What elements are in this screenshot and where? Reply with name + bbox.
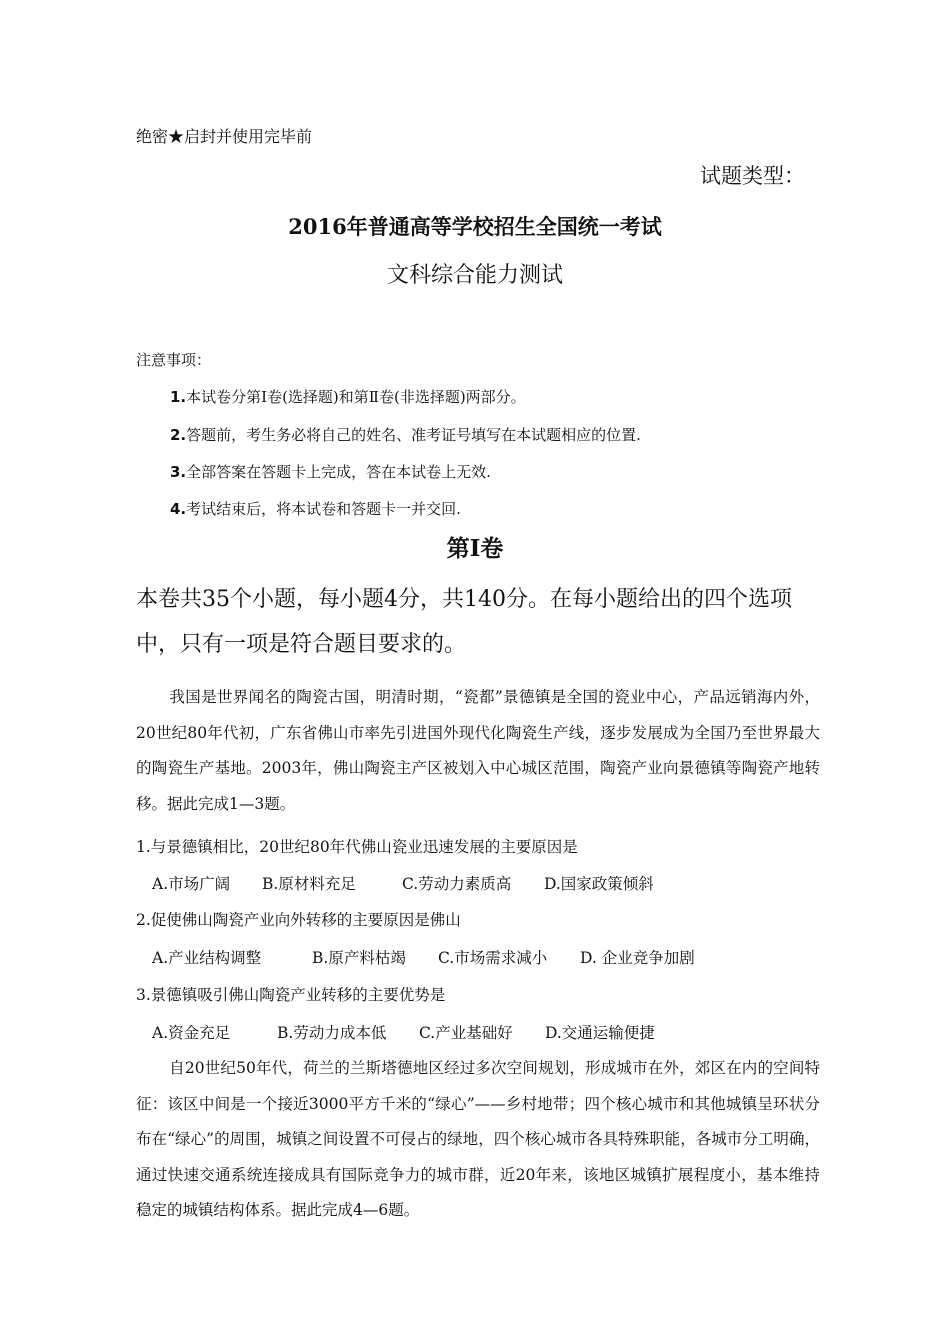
notice-item	[170, 386, 526, 407]
notice-item-text: 全部答案在答题卡上完成，答在本试卷上无效.	[186, 463, 491, 481]
question-options	[152, 946, 695, 968]
passage-1-text: 我国是世界闻名的陶瓷古国，明清时期，“瓷都”景德镇是全国的瓷业中心，产品远销海内外，20世纪80年代初，广东省佛山市率先引进国外现代化陶瓷生产线，逐步发展成为全国乃至世界最大的陶瓷生产基地。2003年，佛山陶瓷主产区被划入中心城区范围，陶瓷产业向景德镇等陶瓷产地转移。据此完成1—3题。	[136, 688, 820, 813]
option-d: D.交通运输便捷	[545, 1024, 655, 1042]
option-c: C.产业基础好	[419, 1024, 513, 1042]
notice-heading: 注意事项：	[136, 351, 212, 369]
question-type-label: 试题类型：	[700, 164, 805, 188]
option-b: B.劳动力成本低	[277, 1024, 387, 1042]
notice-item-number: 3.	[170, 463, 187, 481]
notice-item	[170, 498, 461, 519]
exam-subtitle: 文科综合能力测试	[386, 263, 563, 288]
notice-item-number: 1.	[170, 388, 187, 406]
notice-item-text: 本试卷分第Ⅰ卷(选择题)和第Ⅱ卷(非选择题)两部分。	[186, 388, 526, 406]
option-c: C.市场需求减小	[438, 949, 548, 967]
option-c: C.劳动力素质高	[402, 875, 512, 893]
option-a: A.资金充足	[152, 1024, 231, 1042]
notice-item	[170, 461, 491, 482]
option-b: B.原材料充足	[262, 875, 356, 893]
question-stem: 2.促使佛山陶瓷产业向外转移的主要原因是佛山	[136, 911, 461, 929]
passage-1	[136, 680, 820, 822]
question-stem: 1.与景德镇相比，20世纪80年代佛山瓷业迅速发展的主要原因是	[136, 838, 578, 856]
notice-item	[170, 424, 641, 445]
question-options	[152, 1021, 655, 1043]
volume-title: 第Ⅰ卷	[446, 535, 504, 562]
option-d: D.国家政策倾斜	[544, 875, 654, 893]
question-options	[152, 872, 654, 894]
exam-title: 2016年普通高等学校招生全国统一考试	[288, 214, 662, 239]
notice-item-text: 考试结束后，将本试卷和答题卡一并交回.	[186, 500, 461, 518]
option-a: A.产业结构调整	[152, 949, 262, 967]
option-d: D. 企业竞争加剧	[580, 949, 695, 967]
notice-item-text: 答题前，考生务必将自己的姓名、准考证号填写在本试题相应的位置.	[186, 426, 641, 444]
passage-2-text: 自20世纪50年代，荷兰的兰斯塔德地区经过多次空间规划，形成城市在外，郊区在内的空间特征：该区中间是一个接近3000平方千米的“绿心”——乡村地带；四个核心城市和其他城镇呈环状分布在“绿心”的周围，城镇之间设置不可侵占的绿地，四个核心城市各具特殊职能，各城市分工明确，通过快速交通系统连接成具有国际竞争力的城市群，近20年来，该地区城镇扩展程度小，基本维持稳定的城镇结构体系。据此完成4—6题。	[136, 1059, 820, 1219]
option-b: B.原产料枯竭	[312, 949, 406, 967]
notice-item-number: 4.	[170, 500, 187, 518]
confidential-label: 绝密★启封并使用完毕前	[136, 127, 313, 146]
option-a: A.市场广阔	[152, 875, 231, 893]
question-stem: 3.景德镇吸引佛山陶瓷产业转移的主要优势是	[136, 986, 446, 1004]
passage-2	[136, 1051, 820, 1229]
notice-item-number: 2.	[170, 426, 187, 444]
volume-intro: 本卷共35个小题，每小题4分，共140分。在每小题给出的四个选项中，只有一项是符合题目要求的。	[136, 587, 792, 657]
